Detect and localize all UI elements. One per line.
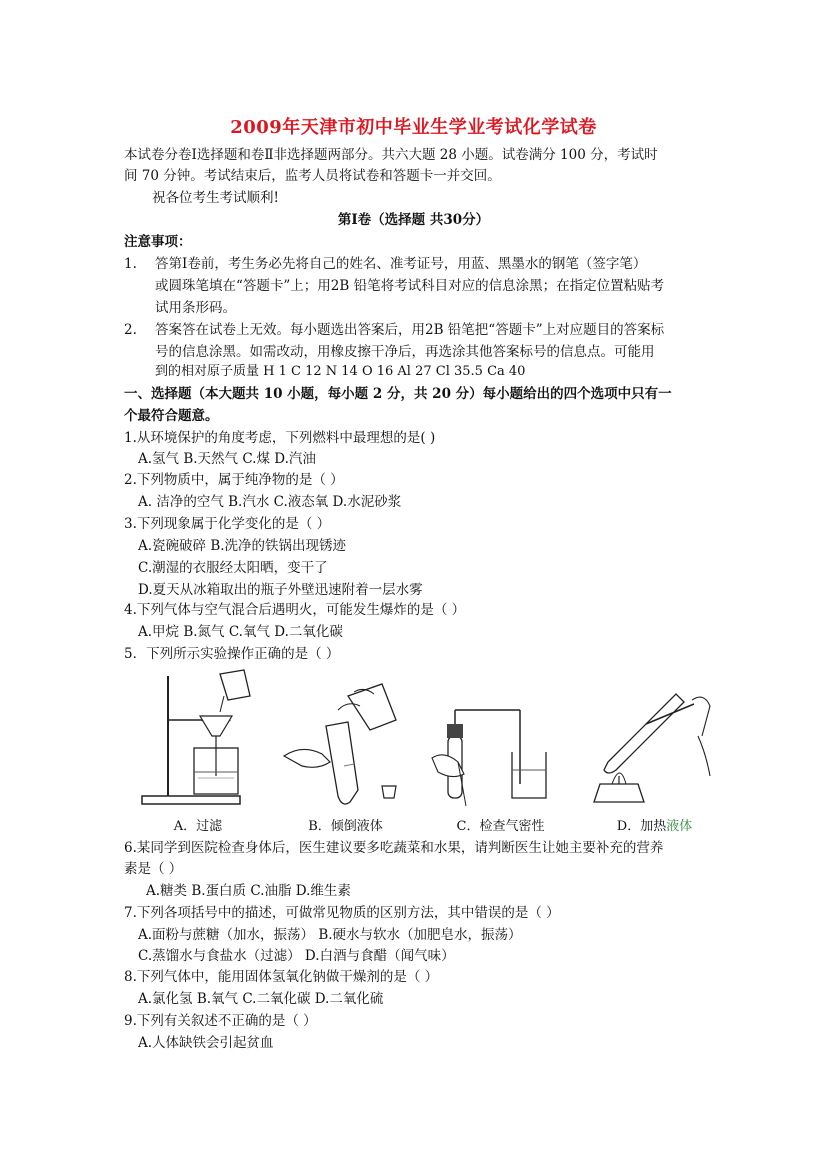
notice-2-number: 2. <box>124 322 137 338</box>
figure-heating <box>586 666 723 836</box>
part1-heading-line-1: 一、选择题（本大题共 10 小题，每小题 2 分，共 20 分）每小题给出的四个选项中只有一 <box>124 386 672 402</box>
q6-stem-line-1: 6.某同学到医院检查身体后，医生建议要多吃蔬菜和水果，请判断医生让她主要补充的营养 <box>124 840 664 856</box>
q3-option-ab: A.瓷碗破碎 B.洗净的铁锅出现锈迹 <box>138 538 347 554</box>
filtration-apparatus-icon <box>128 666 268 836</box>
q7-stem: 7.下列各项括号中的描述，可做常见物质的区别方法，其中错误的是（ ） <box>124 905 560 921</box>
notice-2-line-2: 号的信息涂黑。如需改动，用橡皮擦干净后，再选涂其他答案标号的信息点。可能用 <box>155 344 655 360</box>
q6-options: A.糖类 B.蛋白质 C.油脂 D.维生素 <box>146 883 351 899</box>
intro-line-3: 祝各位考生考试顺利! <box>152 190 279 206</box>
notice-2-line-3: 到的相对原子质量 H 1 C 12 N 14 O 16 Al 27 Cl 35.5 Ca 40 <box>155 364 526 379</box>
q2-stem: 2.下列物质中，属于纯净物的是（ ） <box>124 472 344 488</box>
q8-stem: 8.下列气体中，能用固体氢氧化钠做干燥剂的是（ ） <box>124 969 439 985</box>
intro-line-1: 本试卷分卷Ⅰ选择题和卷Ⅱ非选择题两部分。共六大题 28 小题。试卷满分 100 分，考试时 <box>124 147 658 163</box>
q8-options: A.氯化氢 B.氧气 C.二氧化碳 D.二氧化硫 <box>138 991 384 1007</box>
q3-stem: 3.下列现象属于化学变化的是（ ） <box>124 516 331 532</box>
figure-pouring <box>278 666 413 836</box>
caption-d-suffix: 液体 <box>666 819 693 834</box>
notice-1-number: 1. <box>124 256 137 272</box>
q5-figures <box>128 666 723 836</box>
q5-stem: 5．下列所示实验操作正确的是（ ） <box>124 646 340 662</box>
caption-d <box>586 815 723 834</box>
part1-heading-line-2: 个最符合题意。 <box>124 408 219 424</box>
figure-filtration <box>128 666 268 836</box>
heating-liquid-icon <box>586 666 723 836</box>
figure-airtight-check <box>428 666 573 836</box>
airtightness-check-icon <box>428 666 573 836</box>
q4-options: A.甲烷 B.氮气 C.氧气 D.二氧化碳 <box>138 624 343 640</box>
q7-options-ab: A.面粉与蔗糖（加水，振荡） B.硬水与软水（加肥皂水，振荡） <box>138 927 522 943</box>
caption-a: A．过滤 <box>173 819 223 834</box>
section1-title: 第Ⅰ卷（选择题 共30分） <box>337 212 490 228</box>
notice-1-line-2: 或圆珠笔填在“答题卡”上；用2B 铅笔将考试科目对应的信息涂黑；在指定位置粘贴考 <box>155 278 665 294</box>
caption-c: C．检查气密性 <box>456 819 545 834</box>
caption-d-prefix: D．加热 <box>616 819 667 834</box>
q1-stem: 1.从环境保护的角度考虑，下列燃料中最理想的是( ) <box>124 430 436 446</box>
q3-option-d: D.夏天从冰箱取出的瓶子外壁迅速附着一层水雾 <box>138 582 423 598</box>
notice-title: 注意事项： <box>124 234 192 250</box>
q2-options: A. 洁净的空气 B.汽水 C.液态氧 D.水泥砂浆 <box>138 494 402 510</box>
q1-options: A.氢气 B.天然气 C.煤 D.汽油 <box>138 451 316 467</box>
notice-1-line-3: 试用条形码。 <box>155 300 236 316</box>
q9-stem: 9.下列有关叙述不正确的是（ ） <box>124 1013 317 1029</box>
q7-options-cd: C.蒸馏水与食盐水（过滤） D.白酒与食醋（闻气味） <box>138 948 455 964</box>
caption-b: B．倾倒液体 <box>308 819 383 834</box>
q3-option-c: C.潮湿的衣服经太阳晒，变干了 <box>138 560 328 576</box>
intro-line-2: 间 70 分钟。考试结束后，监考人员将试卷和答题卡一并交回。 <box>124 168 501 184</box>
exam-title: 2009年天津市初中毕业生学业考试化学试卷 <box>230 117 597 138</box>
notice-1-line-1: 答第Ⅰ卷前，考生务必先将自己的姓名、准考证号，用蓝、黑墨水的钢笔（签字笔） <box>155 256 647 272</box>
q9-option-a: A.人体缺铁会引起贫血 <box>138 1035 274 1051</box>
q4-stem: 4.下列气体与空气混合后遇明火，可能发生爆炸的是（ ） <box>124 602 466 618</box>
pouring-liquid-icon <box>278 666 413 836</box>
q6-stem-line-2: 素是（ ） <box>124 861 183 877</box>
notice-2-line-1: 答案答在试卷上无效。每小题选出答案后，用2B 铅笔把“答题卡”上对应题目的答案标 <box>155 322 665 338</box>
